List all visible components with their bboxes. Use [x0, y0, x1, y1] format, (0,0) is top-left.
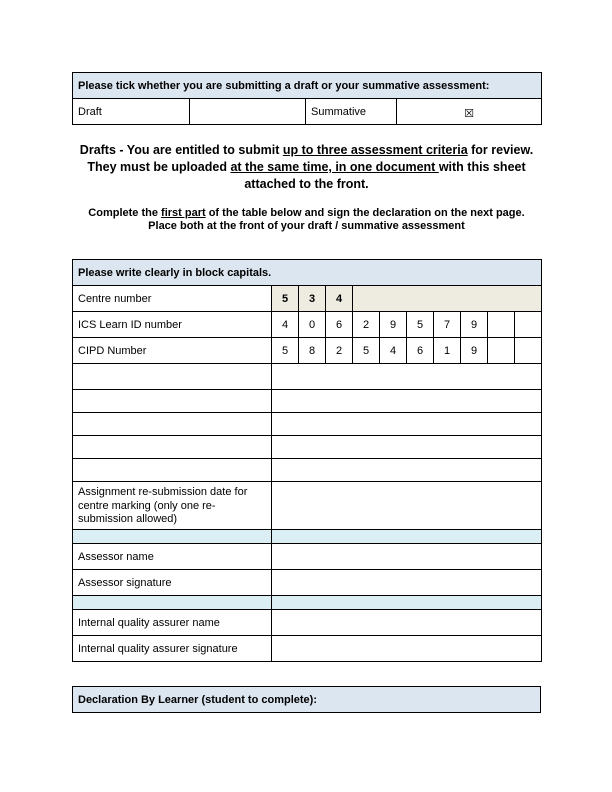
- ics-digit[interactable]: 2: [353, 312, 380, 338]
- cipd-digit[interactable]: 2: [326, 338, 353, 364]
- resubmission-date-label: Assignment re-submission date for centre marking (only one re-submission allowed): [73, 482, 272, 530]
- ics-digit[interactable]: 6: [326, 312, 353, 338]
- assessor-signature-label: Assessor signature: [73, 570, 272, 596]
- complete-instructions: [72, 207, 541, 233]
- drafts-text-3: They must be uploaded: [87, 160, 231, 174]
- blank-row-field[interactable]: [272, 364, 542, 390]
- drafts-instructions: [72, 142, 541, 193]
- complete-text-2: of the table below and sign the declaration on the next page.: [205, 207, 525, 219]
- separator-row: [272, 530, 542, 544]
- declaration-heading: Declaration By Learner (student to complete):: [73, 687, 541, 713]
- blank-row-field[interactable]: [272, 436, 542, 459]
- ics-digit[interactable]: 5: [407, 312, 434, 338]
- details-heading: Please write clearly in block capitals.: [73, 260, 542, 286]
- complete-text-underlined: first part: [161, 207, 206, 219]
- centre-digit[interactable]: 4: [326, 286, 353, 312]
- submission-type-table: [72, 72, 542, 125]
- complete-text-3: Place both at the front of your draft / summative assessment: [148, 220, 465, 232]
- summative-checkbox[interactable]: ☒: [397, 99, 542, 125]
- blank-row-label: [73, 413, 272, 436]
- blank-row-label: [73, 390, 272, 413]
- ics-digit[interactable]: [488, 312, 515, 338]
- drafts-text-4: with this sheet: [438, 160, 526, 174]
- centre-digit[interactable]: 5: [272, 286, 299, 312]
- drafts-text-1: Drafts - You are entitled to submit: [79, 143, 283, 157]
- submission-type-heading: Please tick whether you are submitting a draft or your summative assessment:: [73, 73, 542, 99]
- blank-row-field[interactable]: [272, 390, 542, 413]
- cipd-digit[interactable]: 5: [353, 338, 380, 364]
- drafts-text-underlined-1: up to three assessment criteria: [282, 143, 468, 157]
- separator-row: [73, 530, 272, 544]
- separator-row: [73, 596, 272, 610]
- ics-digit[interactable]: 7: [434, 312, 461, 338]
- centre-digit[interactable]: 3: [299, 286, 326, 312]
- cipd-number-label: CIPD Number: [73, 338, 272, 364]
- drafts-text-underlined-2: at the same time, in one document: [230, 160, 439, 174]
- assessor-signature-field[interactable]: [272, 570, 542, 596]
- cipd-digit[interactable]: [515, 338, 542, 364]
- draft-checkbox[interactable]: [190, 99, 306, 125]
- iqa-name-field[interactable]: [272, 610, 542, 636]
- draft-label: Draft: [73, 99, 190, 125]
- iqa-name-label: Internal quality assurer name: [73, 610, 272, 636]
- cipd-digit[interactable]: 4: [380, 338, 407, 364]
- separator-row: [272, 596, 542, 610]
- learner-details-table: [72, 259, 542, 662]
- cipd-digit[interactable]: 9: [461, 338, 488, 364]
- cipd-digit[interactable]: 6: [407, 338, 434, 364]
- assessor-name-label: Assessor name: [73, 544, 272, 570]
- assessor-name-field[interactable]: [272, 544, 542, 570]
- cipd-digit[interactable]: 5: [272, 338, 299, 364]
- iqa-signature-label: Internal quality assurer signature: [73, 636, 272, 662]
- blank-row-label: [73, 459, 272, 482]
- cipd-digit[interactable]: 8: [299, 338, 326, 364]
- cipd-digit[interactable]: 1: [434, 338, 461, 364]
- summative-label: Summative: [306, 99, 397, 125]
- ics-digit[interactable]: 9: [461, 312, 488, 338]
- blank-row-label: [73, 364, 272, 390]
- drafts-text-5: attached to the front.: [244, 177, 369, 191]
- blank-row-field[interactable]: [272, 459, 542, 482]
- centre-number-label: Centre number: [73, 286, 272, 312]
- resubmission-date-field[interactable]: [272, 482, 542, 530]
- ics-digit[interactable]: 9: [380, 312, 407, 338]
- declaration-table: [72, 686, 541, 713]
- ics-id-label: ICS Learn ID number: [73, 312, 272, 338]
- iqa-signature-field[interactable]: [272, 636, 542, 662]
- ics-digit[interactable]: [515, 312, 542, 338]
- complete-text-1: Complete the: [88, 207, 162, 219]
- cipd-digit[interactable]: [488, 338, 515, 364]
- drafts-text-2: for review.: [467, 143, 534, 157]
- ics-digit[interactable]: 0: [299, 312, 326, 338]
- blank-row-field[interactable]: [272, 413, 542, 436]
- centre-number-filler: [353, 286, 542, 312]
- blank-row-label: [73, 436, 272, 459]
- ics-digit[interactable]: 4: [272, 312, 299, 338]
